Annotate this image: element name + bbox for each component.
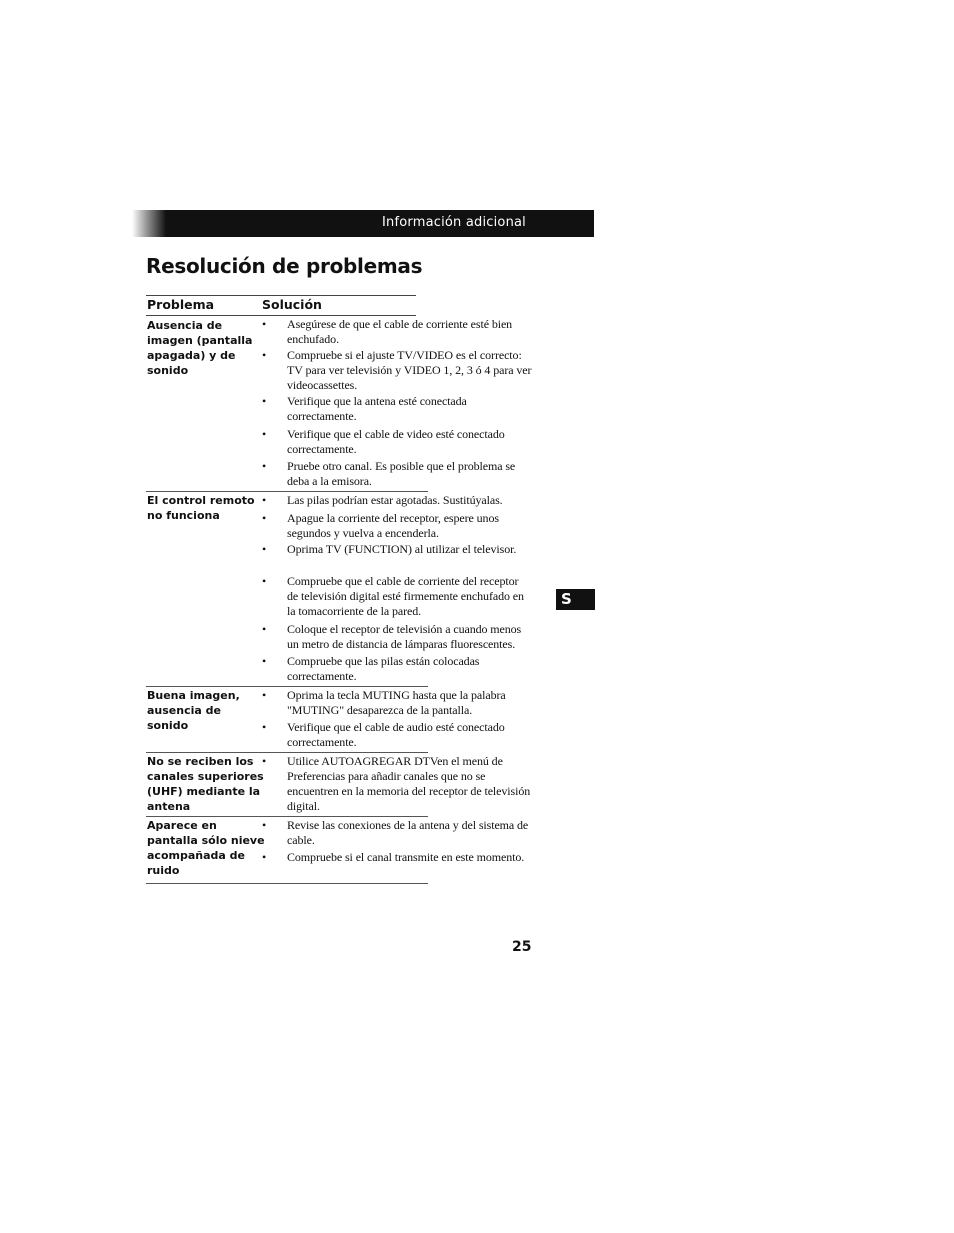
problem-cell: No se reciben los canales superiores (UHF) mediante la antena (147, 755, 264, 813)
bullet-icon: • (262, 622, 267, 636)
bullet-icon: • (262, 720, 267, 734)
solution-item: Oprima TV (FUNCTION) al utilizar el televisor. (287, 542, 517, 556)
problem-cell: Ausencia de imagen (pantalla apagada) y de sonido (147, 319, 253, 377)
column-header-problem: Problema (147, 297, 215, 312)
bullet-icon: • (262, 317, 267, 331)
language-tab-label: S (561, 590, 572, 608)
bullet-icon: • (262, 850, 267, 864)
header-rule (146, 315, 416, 316)
solution-item: Verifique que el cable de audio esté conectado correctamente. (287, 720, 505, 749)
solution-item: Compruebe si el canal transmite en este momento. (287, 850, 525, 864)
bullet-icon: • (262, 427, 267, 441)
table-bottom-rule (146, 883, 428, 884)
bullet-icon: • (262, 394, 267, 408)
bullet-icon: • (262, 493, 267, 507)
page-number: 25 (512, 939, 532, 955)
bullet-icon: • (262, 754, 267, 768)
language-tab (556, 589, 595, 610)
solution-item: Las pilas podrían estar agotadas. Sustitúyalas. (287, 493, 503, 507)
solution-item: Oprima la tecla MUTING hasta que la palabra "MUTING" desaparezca de la pantalla. (287, 688, 506, 717)
solution-item: Apague la corriente del receptor, espere unos segundos y vuelva a encenderla. (287, 511, 499, 540)
title-rule (146, 295, 416, 296)
solution-item: Coloque el receptor de televisión a cuando menos un metro de distancia de lámparas fluorescentes. (287, 622, 522, 651)
column-header-solution: Solución (262, 297, 322, 312)
row-rule (146, 752, 428, 753)
section-header-bar (132, 210, 594, 237)
solution-item: Verifique que el cable de video esté conectado correctamente. (287, 427, 505, 456)
row-rule (146, 816, 428, 817)
page-title: Resolución de problemas (146, 254, 423, 278)
solution-item: Compruebe que el cable de corriente del receptor de televisión digital esté firmemente enchufado en la tomacorriente de la pared. (287, 574, 524, 618)
problem-cell: Buena imagen, ausencia de sonido (147, 689, 240, 732)
bullet-icon: • (262, 511, 267, 525)
bullet-icon: • (262, 654, 267, 668)
solution-item: Pruebe otro canal. Es posible que el problema se deba a la emisora. (287, 459, 516, 488)
row-rule (146, 491, 428, 492)
solution-item: Utilice AUTOAGREGAR DTVen el menú de Preferencias para añadir canales que no se encuentren en la memoria del receptor de televisión digital. (287, 754, 531, 813)
problem-cell: Aparece en pantalla sólo nieve acompañada de ruido (147, 819, 265, 877)
section-header-label: Información adicional (382, 215, 526, 230)
bullet-icon: • (262, 542, 267, 556)
row-rule (146, 686, 428, 687)
bullet-icon: • (262, 574, 267, 588)
bullet-icon: • (262, 459, 267, 473)
problem-cell: El control remoto no funciona (147, 494, 255, 522)
solution-item: Compruebe que las pilas están colocadas correctamente. (287, 654, 480, 683)
bullet-icon: • (262, 348, 267, 362)
solution-item: Revise las conexiones de la antena y del sistema de cable. (287, 818, 529, 847)
solution-item: Compruebe si el ajuste TV/VIDEO es el correcto: TV para ver televisión y VIDEO 1, 2, 3 ó 4 para ver videocassettes. (287, 348, 532, 392)
solution-item: Asegúrese de que el cable de corriente esté bien enchufado. (287, 317, 513, 346)
solution-item: Verifique que la antena esté conectada correctamente. (287, 394, 467, 423)
bullet-icon: • (262, 688, 267, 702)
bullet-icon: • (262, 818, 267, 832)
